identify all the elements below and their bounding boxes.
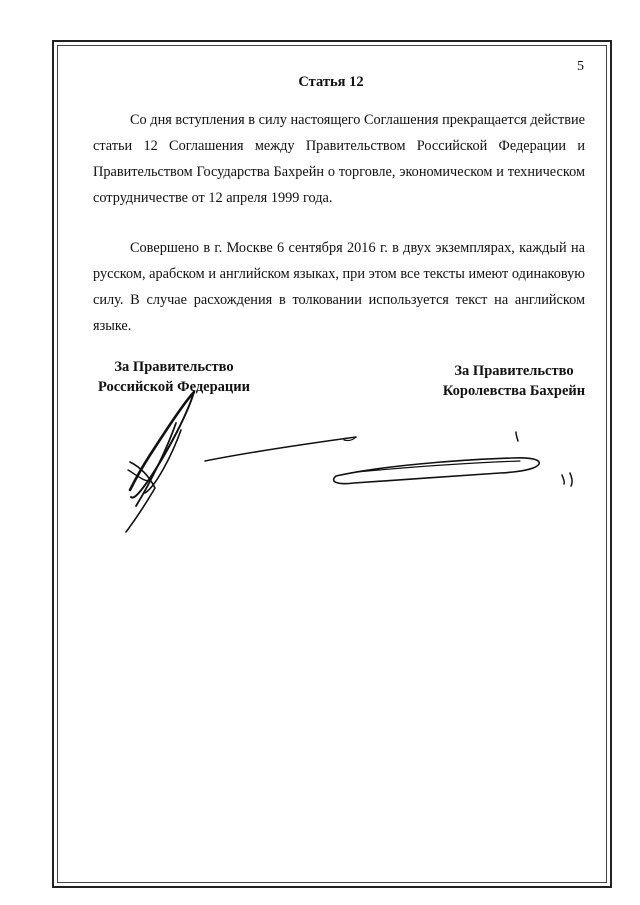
signature-bahrain <box>334 432 572 486</box>
page-number: 5 <box>577 59 584 74</box>
article-paragraph-2-text: Совершено в г. Москве 6 сентября 2016 г. в двух экземплярах, каждый на русском, арабском и английском языках, при этом все тексты имеют одинаковую силу. В случае расхождения в толковании используется текст на английском языке. <box>93 240 585 334</box>
signatory-russia-line-1: За Правительство <box>114 359 234 375</box>
signature-russia <box>126 392 356 532</box>
signatory-russia-line-2: Российской Федерации <box>97 379 250 395</box>
signatory-bahrain-line-1: За Правительство <box>454 363 574 379</box>
article-title: Статья 12 <box>298 74 364 90</box>
article-paragraph-1-text: Со дня вступления в силу настоящего Соглашения прекращается действие статьи 12 Соглашения между Правительством Российской Федерации и Правительством Государства Бахрейн о торговле, экономическом и техническом сотрудничестве от 12 апреля 1999 года. <box>93 112 585 206</box>
signatory-bahrain-line-2: Королевства Бахрейн <box>442 383 586 399</box>
